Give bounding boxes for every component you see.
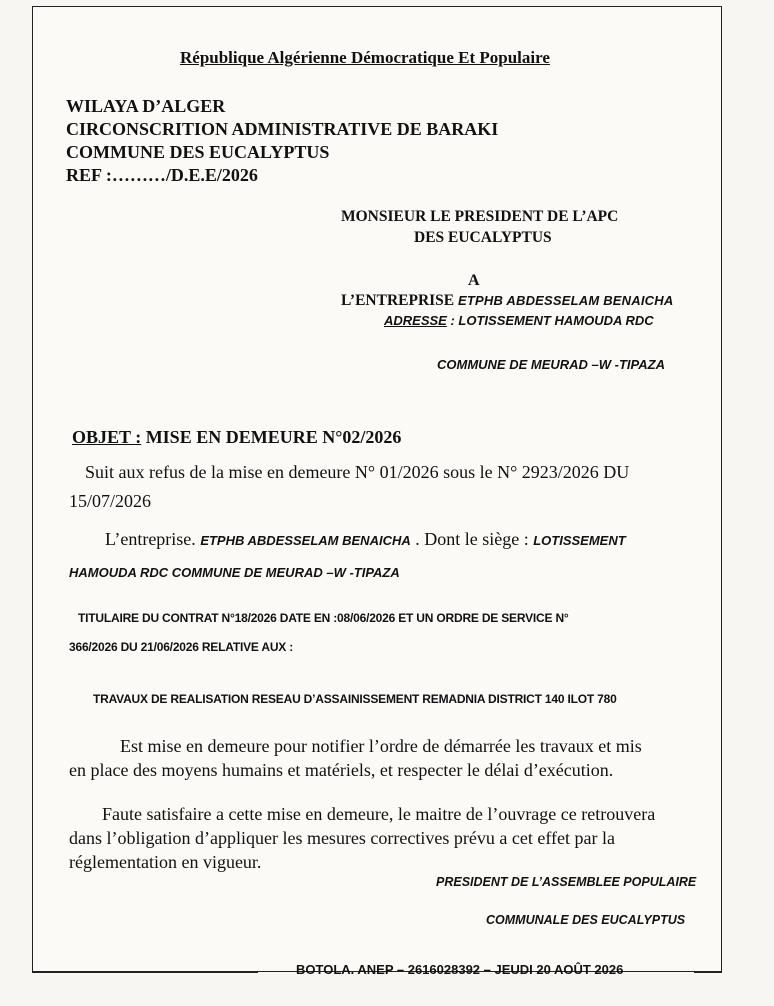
- p2-enterprise: ETPHB ABDESSELAM BENAICHA: [200, 533, 411, 548]
- paragraph-4-line-2: en place des moyens humains et matériels, et respecter le délai d’exécution.: [69, 760, 614, 780]
- republic-title: République Algérienne Démocratique Et Populaire: [180, 48, 550, 67]
- wilaya-line: WILAYA D’ALGER: [66, 96, 226, 116]
- paragraph-2-line-2: HAMOUDA RDC COMMUNE DE MEURAD –W -TIPAZA: [69, 565, 400, 580]
- sender-line-1: MONSIEUR LE PRESIDENT DE L’APC: [341, 208, 619, 225]
- reference-line: REF :………/D.E.E/2026: [66, 165, 258, 185]
- objet-label: OBJET :: [72, 427, 142, 447]
- recipient-commune: COMMUNE DE MEURAD –W -TIPAZA: [437, 357, 665, 372]
- recipient-a: A: [468, 272, 480, 289]
- footer-rule-right: [694, 971, 722, 973]
- objet-value: MISE EN DEMEURE N°02/2026: [141, 427, 402, 447]
- address-value: : LOTISSEMENT HAMOUDA RDC: [446, 313, 654, 328]
- titulaire-line-2: 366/2026 DU 21/06/2026 RELATIVE AUX :: [69, 640, 294, 654]
- footer-publication: BOTOLA. ANEP – 2616028392 – JEUDI 20 AOÛT 2026: [296, 962, 624, 977]
- paragraph-1-line-2: 15/07/2026: [69, 491, 152, 511]
- footer-rule-left: [32, 971, 258, 973]
- commune-line: COMMUNE DES EUCALYPTUS: [66, 142, 330, 162]
- recipient-name: ETPHB ABDESSELAM BENAICHA: [458, 293, 674, 308]
- signature-line-1: PRESIDENT DE L’ASSEMBLEE POPULAIRE: [436, 875, 697, 889]
- recipient-enterprise-line: [341, 292, 673, 310]
- paragraph-5-line-3: réglementation en vigueur.: [69, 852, 262, 872]
- address-label: ADRESSE: [384, 313, 447, 328]
- recipient-address-line: [384, 313, 654, 328]
- sender-line-2: DES EUCALYPTUS: [414, 229, 552, 246]
- paragraph-4-line-1: Est mise en demeure pour notifier l’ordre de démarrée les travaux et mis: [120, 736, 642, 756]
- travaux-line: TRAVAUX DE REALISATION RESEAU D’ASSAINISSEMENT REMADNIA DISTRICT 140 ILOT 780: [93, 692, 617, 706]
- p2-mid: . Dont le siège :: [410, 529, 534, 549]
- signature-line-2: COMMUNALE DES EUCALYPTUS: [486, 913, 686, 927]
- paragraph-5-line-1: Faute satisfaire a cette mise en demeure, le maitre de l’ouvrage ce retrouvera: [102, 804, 656, 824]
- paragraph-5-line-2: dans l’obligation d’appliquer les mesures correctives prévu a cet effet par la: [69, 828, 615, 848]
- recipient-prefix: L’ENTREPRISE: [341, 292, 455, 309]
- p2-location: LOTISSEMENT: [533, 533, 626, 548]
- p2-prefix: L’entreprise.: [105, 529, 201, 549]
- paragraph-2-line-1: [105, 529, 626, 550]
- titulaire-line-1: TITULAIRE DU CONTRAT N°18/2026 DATE EN :08/06/2026 ET UN ORDRE DE SERVICE N°: [78, 611, 569, 625]
- circonscription-line: CIRCONSCRITION ADMINISTRATIVE DE BARAKI: [66, 119, 499, 139]
- paragraph-1-line-1: Suit aux refus de la mise en demeure N° 01/2026 sous le N° 2923/2026 DU: [85, 462, 630, 482]
- objet-line: [72, 427, 401, 448]
